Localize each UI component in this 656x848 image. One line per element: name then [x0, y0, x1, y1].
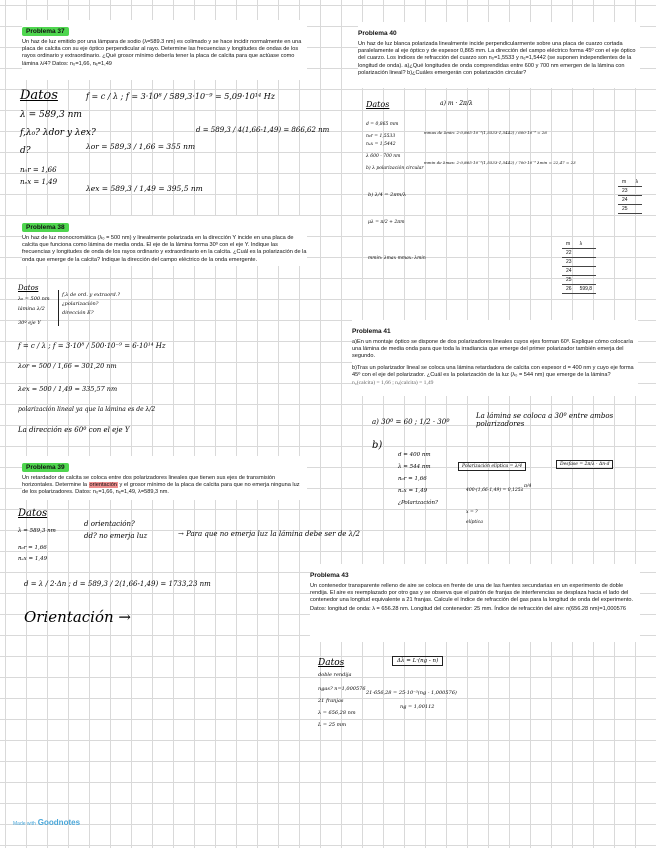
p38-hw-9: λex = 500 / 1,49 = 335,57 nm — [18, 385, 118, 393]
p37-hw-2: f,λ₀? λdor y λex? — [20, 128, 96, 138]
problem-41-text-a: a)En un montaje óptico se dispone de dos polarizadores lineales cuyos ejes forman 60º. Explique cómo colocaría una lámina de media onda para que toda la irradiancia que emerge del primer polarizador también emerja del segundo. — [352, 339, 633, 360]
p38-hw-3: 30º eje Y — [18, 320, 41, 326]
p40-hw-8: mmin de λmax: 2·0,865·10⁻³(1,5533-1,5442) / 700·10⁻⁹ λmin = 22,47 = 23 — [424, 160, 576, 165]
p39-hw-8: Orientación → — [24, 608, 131, 626]
problem-41-text-c: n₀(calcita) = 1,66 ; nₑ(calcita) = 1,49 — [352, 380, 434, 387]
p40-hw-7: mmax de λmin: 2·0,865·10⁻³(1,5533-1,5442) / 600·10⁻⁹ = 26 — [424, 130, 547, 135]
p37-datos: Datos — [20, 88, 58, 103]
p37-hw-1: λ = 589,3 nm — [20, 110, 82, 120]
p43-hw-8: ng = 1,00112 — [400, 704, 435, 710]
p39-hw-7: d = λ / 2·Δn ; d = 589,3 / 2(1,66-1,49) = 1733,23 nm — [24, 580, 211, 588]
p41-hw-12: x = ? — [466, 510, 478, 515]
p37-hw-7: λor = 589,3 / 1,66 = 355 nm — [86, 142, 196, 151]
p38-hw-7: f = c / λ ; f = 3·10⁸ / 500·10⁻⁹ = 6·10¹⁴ Hz — [18, 342, 166, 350]
p40-datos: Datos — [366, 100, 390, 109]
problem-37-title: Problema 37 — [22, 27, 69, 36]
problem-43-statement — [310, 564, 640, 642]
goodnotes-logo: Goodnotes — [37, 818, 81, 827]
problem-43-title: Problema 43 — [310, 572, 349, 579]
p43-hw-2: ngas? n=1,000576 — [318, 686, 366, 692]
p40-hw-11: mmin: λmax mmax: λmin — [368, 256, 426, 261]
p38-hw-5: ¿polarización? — [62, 301, 99, 307]
problem-40-text: Un haz de luz blanca polarizada linealmente incide perpendicularmente sobre una placa de cuarzo cortada paralelamente al eje óptico y de espesor 0,865 mm. La dirección del campo eléctrico forma 45º con el eje óptico del cuarzo. Los índices de refracción del cuarzo son n₀=1,5533 y nₑ=1,5442 (se suponen independientes de la longitud de onda). a)¿Qué longitudes de onda comprendidas entre 600 y 700 nm emergen de la lámina con polarización lineal? b)¿Cuáles emergerán con polarización circular? — [358, 41, 636, 76]
p43-hw-1: doble rendija — [318, 672, 352, 678]
problem-40-statement — [358, 22, 640, 88]
p38-hw-6: dirección E? — [62, 310, 94, 316]
p37-hw-8: λex = 589,3 / 1,49 = 395,5 nm — [86, 184, 203, 193]
p40-hw-10: μλ = π/2 + 2πm — [368, 220, 405, 225]
p41-hw-7: ¿Polarización? — [398, 500, 438, 506]
p41-hw-0: a) 30º = 60 ; 1/2 · 30º — [372, 418, 450, 426]
problem-38-title: Problema 38 — [22, 223, 69, 232]
problem-39-text: Un retardador de calcita se coloca entre dos polarizadores lineales que tienen sus ejes de transmisión horizontales. Determine la orientación y el grosor mínimo de la placa de calcita para que no emerja ninguna luz de los polarizadores. Datos: n₀=1,66, nₑ=1,49, λ=589,3 nm. — [22, 475, 300, 496]
p37-hw-6: f = c / λ ; f = 3·10⁸ / 589,3·10⁻⁹ = 5,09·10¹⁴ Hz — [86, 92, 275, 101]
p40-table-2: m λ 22 23 24 25 26 599,8 — [562, 240, 596, 294]
p38-hw-10: polarización lineal ya que la lámina es de λ/2 — [18, 406, 156, 413]
p40-table-1: m λ 23 24 25 — [618, 178, 642, 214]
p40-hw-6: a) m · 2π/λ — [440, 100, 473, 107]
p40-hw-9: b) λ/4 = 2πm/λ — [368, 192, 407, 198]
p38-hw-1: λ₀ = 500 nm — [18, 296, 50, 302]
p41-hw-1: La lámina se coloca a 30º entre ambos polarizadores — [476, 412, 614, 428]
p39-datos: Datos — [18, 508, 48, 519]
p38-datos: Datos — [18, 284, 39, 292]
p41-hw-4: λ = 544 nm — [398, 464, 431, 470]
orientacion-highlight: orientación — [89, 482, 117, 489]
p40-hw-4: λ 600 - 700 nm — [366, 154, 401, 159]
problem-38-statement — [22, 216, 307, 266]
p39-hw-6: → Para que no emerja luz la lámina debe ser de λ/2 — [178, 530, 360, 538]
p40-hw-1: d = 0,865 mm — [366, 122, 399, 127]
p41-hw-11: π/4 — [524, 484, 532, 489]
p41-hw-2: b) — [372, 440, 383, 451]
p41-hw-9: Desfase = 2π/λ · Δn·d — [556, 460, 613, 469]
problem-41-text-b: b)Tras un polarizador lineal se coloca una lámina retardadora de calcita con espesor d = 400 nm y cuyo eje forma 45º con el eje del polarizador. ¿Cuál es la polarización de la luz (λ₀ = 544 nm) que emerge de la lámina? — [352, 364, 634, 378]
p41-hw-8: Polarización elíptica = λ/4 — [458, 462, 526, 471]
problem-39-title: Problema 39 — [22, 463, 69, 472]
p41-hw-3: d = 400 nm — [398, 452, 431, 458]
problem-38-text: Un haz de luz monocromática (λ₀ = 500 nm) y linealmente polarizada en la dirección Y incide en una placa de calcita que funciona como lámina de media onda. El eje de la lámina forma 30º con el eje Y. Indique las frecuencias y longitudes de onda de los rayos ordinario y extraordinario en la calcita. ¿Cuál es la polarización de la onda que emerge de la calcita? Indique la dirección del campo eléctrico de la onda emergente. — [22, 235, 307, 263]
p43-hw-6: Δλ = L·(ng - n) — [392, 656, 443, 666]
p38-hw-11: La dirección es 60º con el eje Y — [18, 426, 130, 434]
p40-hw-3: nₑx = 1,5442 — [366, 142, 396, 147]
p41-hw-6: nₑx = 1,49 — [398, 488, 428, 494]
p38-hw-8: λor = 500 / 1,66 = 301,20 nm — [18, 362, 117, 370]
p39-hw-5: dd? no emerja luz — [84, 532, 148, 540]
goodnotes-badge: Made with Goodnotes — [13, 818, 81, 827]
p43-hw-5: L = 25 mm — [318, 722, 347, 728]
problem-41-title: Problema 41 — [352, 328, 391, 335]
p39-hw-3: nₑx = 1,49 — [18, 556, 48, 562]
p37-hw-5: nₑx = 1,49 — [20, 178, 58, 186]
p43-hw-7: 21·656,28 = 25·10⁻³(ng - 1,000576) — [366, 690, 457, 696]
problem-39-statement — [22, 456, 307, 500]
p40-hw-2: n₀r = 1,5533 — [366, 134, 396, 139]
p39-hw-2: n₀r = 1,66 — [18, 545, 47, 551]
p38-hw-4: f,λ de ord. y extraord.? — [62, 292, 120, 298]
p41-hw-13: elíptica — [466, 520, 483, 525]
problem-41-statement — [352, 320, 638, 396]
p40-hw-5: b) λ polarización circular — [366, 166, 424, 171]
p39-hw-1: λ = 589,3 nm — [18, 528, 56, 534]
problem-37-statement — [22, 20, 307, 80]
p43-hw-3: 21 franjas — [318, 698, 344, 704]
p43-datos: Datos — [318, 658, 345, 668]
p37-hw-3: d? — [20, 146, 31, 156]
p37-hw-4: n₀r = 1,66 — [20, 166, 57, 174]
problem-37-text: Un haz de luz emitido por una lámpara de sodio (λ=589.3 nm) es colimado y se hace incidir normalmente en una placa de calcita con su eje óptico perpendicular al rayo. Determine las frecuencias y longitudes de ondas de los rayos ordinario y extraordinario. ¿Qué grosor mínimo debería tener la placa de calcita para que actúase como lámina λ/4? Datos: n₀=1,66, nₑ=1,49 — [22, 39, 302, 67]
p43-hw-4: λ = 656,28 nm — [318, 710, 356, 716]
p37-hw-9: d = 589,3 / 4(1,66-1,49) = 866,62 nm — [196, 126, 330, 134]
problem-43-text-b: Datos: longitud de onda: λ = 656.28 nm. Longitud del contenedor: 25 mm. Índice de refracción del aire: n(656.28 nm)=1,000576 — [310, 605, 626, 612]
problem-40-title: Problema 40 — [358, 30, 397, 37]
p41-hw-5: n₀r = 1,66 — [398, 476, 427, 482]
p39-hw-4: d orientación? — [84, 520, 135, 528]
p38-hw-2: lámina λ/2 — [18, 306, 45, 312]
problem-43-text: Un contenedor transparente relleno de aire se coloca en frente de una de las fuentes secundarias en un experimento de doble rendija. El aire es reemplazado por otro gas y se observa que el patrón de franjas de interferencias se desplaza hacia el lado del contenedor una longitud equivalente a 21 franjas. Calcule el índice de refracción del gas para la longitud de onda del experimento. — [310, 583, 634, 604]
p41-hw-10: 400·(1,66-1,49) = 0,125λ — [466, 488, 524, 493]
